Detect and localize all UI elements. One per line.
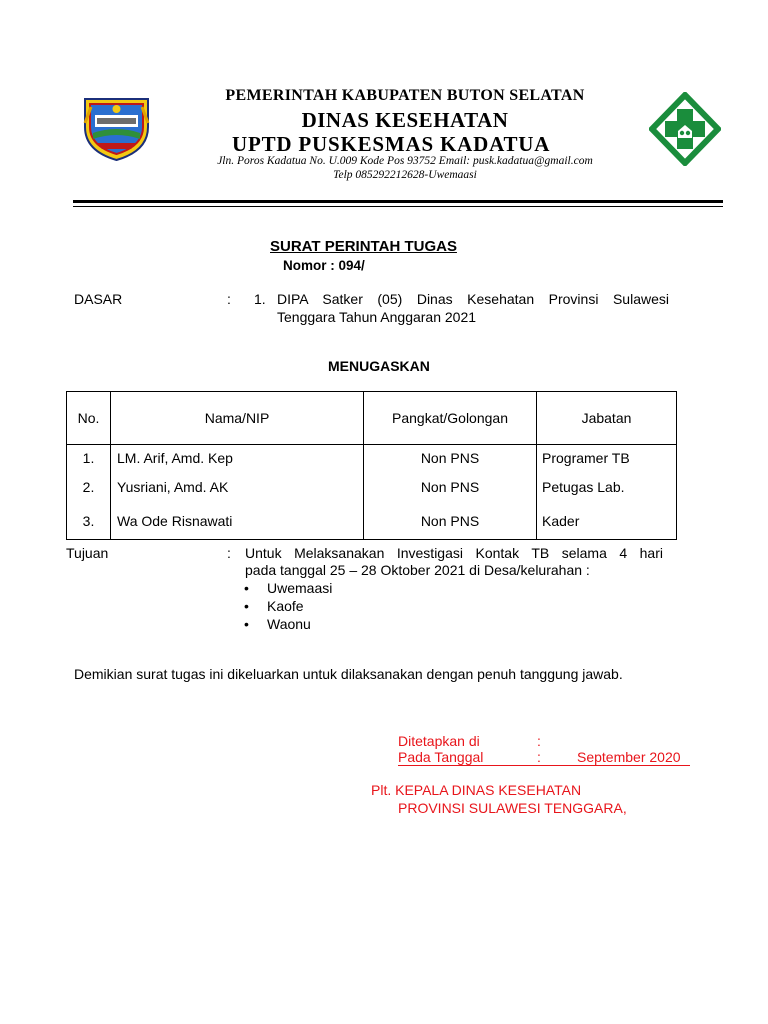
- table-header-rank: Pangkat/Golongan: [364, 392, 537, 445]
- location-list: [244, 579, 332, 633]
- letterhead-rule-thin: [73, 206, 723, 207]
- letterhead-rule-thick: [73, 200, 723, 203]
- closing-statement: Demikian surat tugas ini dikeluarkan untuk dilaksanakan dengan penuh tanggung jawab.: [74, 666, 623, 682]
- menugaskan-heading: MENUGASKAN: [328, 358, 430, 374]
- dasar-line-1: DIPA Satker (05) Dinas Kesehatan Provinsi Sulawesi: [277, 291, 669, 307]
- row-position: Programer TB: [537, 445, 677, 471]
- row-rank: Non PNS: [364, 503, 537, 540]
- tujuan-line-1: Untuk Melaksanakan Investigasi Kontak TB selama 4 hari: [245, 545, 663, 561]
- letterhead-phone: Telp 085292212628-Uwemaasi: [333, 169, 477, 181]
- tujuan-label: Tujuan: [66, 545, 109, 561]
- row-name: LM. Arif, Amd. Kep: [111, 445, 364, 471]
- row-no: 1.: [67, 445, 111, 471]
- dasar-line-2: Tenggara Tahun Anggaran 2021: [277, 309, 477, 325]
- dasar-label: DASAR: [74, 291, 123, 307]
- row-rank: Non PNS: [364, 445, 537, 471]
- tujuan-colon: :: [227, 545, 231, 561]
- letterhead-unit: UPTD PUSKESMAS KADATUA: [232, 132, 551, 156]
- list-item: • Waonu: [244, 615, 332, 633]
- table-header-position: Jabatan: [537, 392, 677, 445]
- puskesmas-logo-icon: [649, 92, 721, 166]
- row-position: Petugas Lab.: [537, 470, 677, 503]
- row-rank: Non PNS: [364, 470, 537, 503]
- signing-date: September 2020: [577, 749, 681, 765]
- list-item: • Uwemaasi: [244, 579, 332, 597]
- tujuan-line-2: pada tanggal 25 – 28 Oktober 2021 di Desa/kelurahan :: [245, 562, 590, 578]
- official-title-1: Plt. KEPALA DINAS KESEHATAN: [371, 782, 582, 798]
- letterhead-agency: DINAS KESEHATAN: [301, 108, 509, 132]
- letter-title: SURAT PERINTAH TUGAS: [270, 238, 457, 255]
- dasar-colon: :: [227, 291, 231, 307]
- dasar-number: 1.: [254, 291, 266, 307]
- table-header-no: No.: [67, 392, 111, 445]
- list-item: • Kaofe: [244, 597, 332, 615]
- row-name: Yusriani, Amd. AK: [111, 470, 364, 503]
- table-header-name: Nama/NIP: [111, 392, 364, 445]
- pada-tanggal-colon: :: [537, 749, 541, 765]
- official-title-2: PROVINSI SULAWESI TENGGARA,: [398, 800, 627, 816]
- table-row: [67, 445, 677, 471]
- ditetapkan-label: Ditetapkan di: [398, 733, 480, 749]
- row-name: Wa Ode Risnawati: [111, 503, 364, 540]
- letterhead-government: PEMERINTAH KABUPATEN BUTON SELATAN: [225, 87, 585, 104]
- row-no: 3.: [67, 503, 111, 540]
- table-row: [67, 503, 677, 540]
- regency-emblem-icon: [79, 93, 154, 163]
- pada-tanggal-label: Pada Tanggal: [398, 749, 484, 765]
- row-position: Kader: [537, 503, 677, 540]
- ditetapkan-colon: :: [537, 733, 541, 749]
- table-header-row: [67, 392, 677, 445]
- table-row: [67, 470, 677, 503]
- row-no: 2.: [67, 470, 111, 503]
- assignment-table: [66, 391, 677, 540]
- letterhead-address: Jln. Poros Kadatua No. U.009 Kode Pos 93752 Email: pusk.kadatua@gmail.com: [217, 155, 593, 167]
- letter-number: Nomor : 094/: [283, 258, 365, 273]
